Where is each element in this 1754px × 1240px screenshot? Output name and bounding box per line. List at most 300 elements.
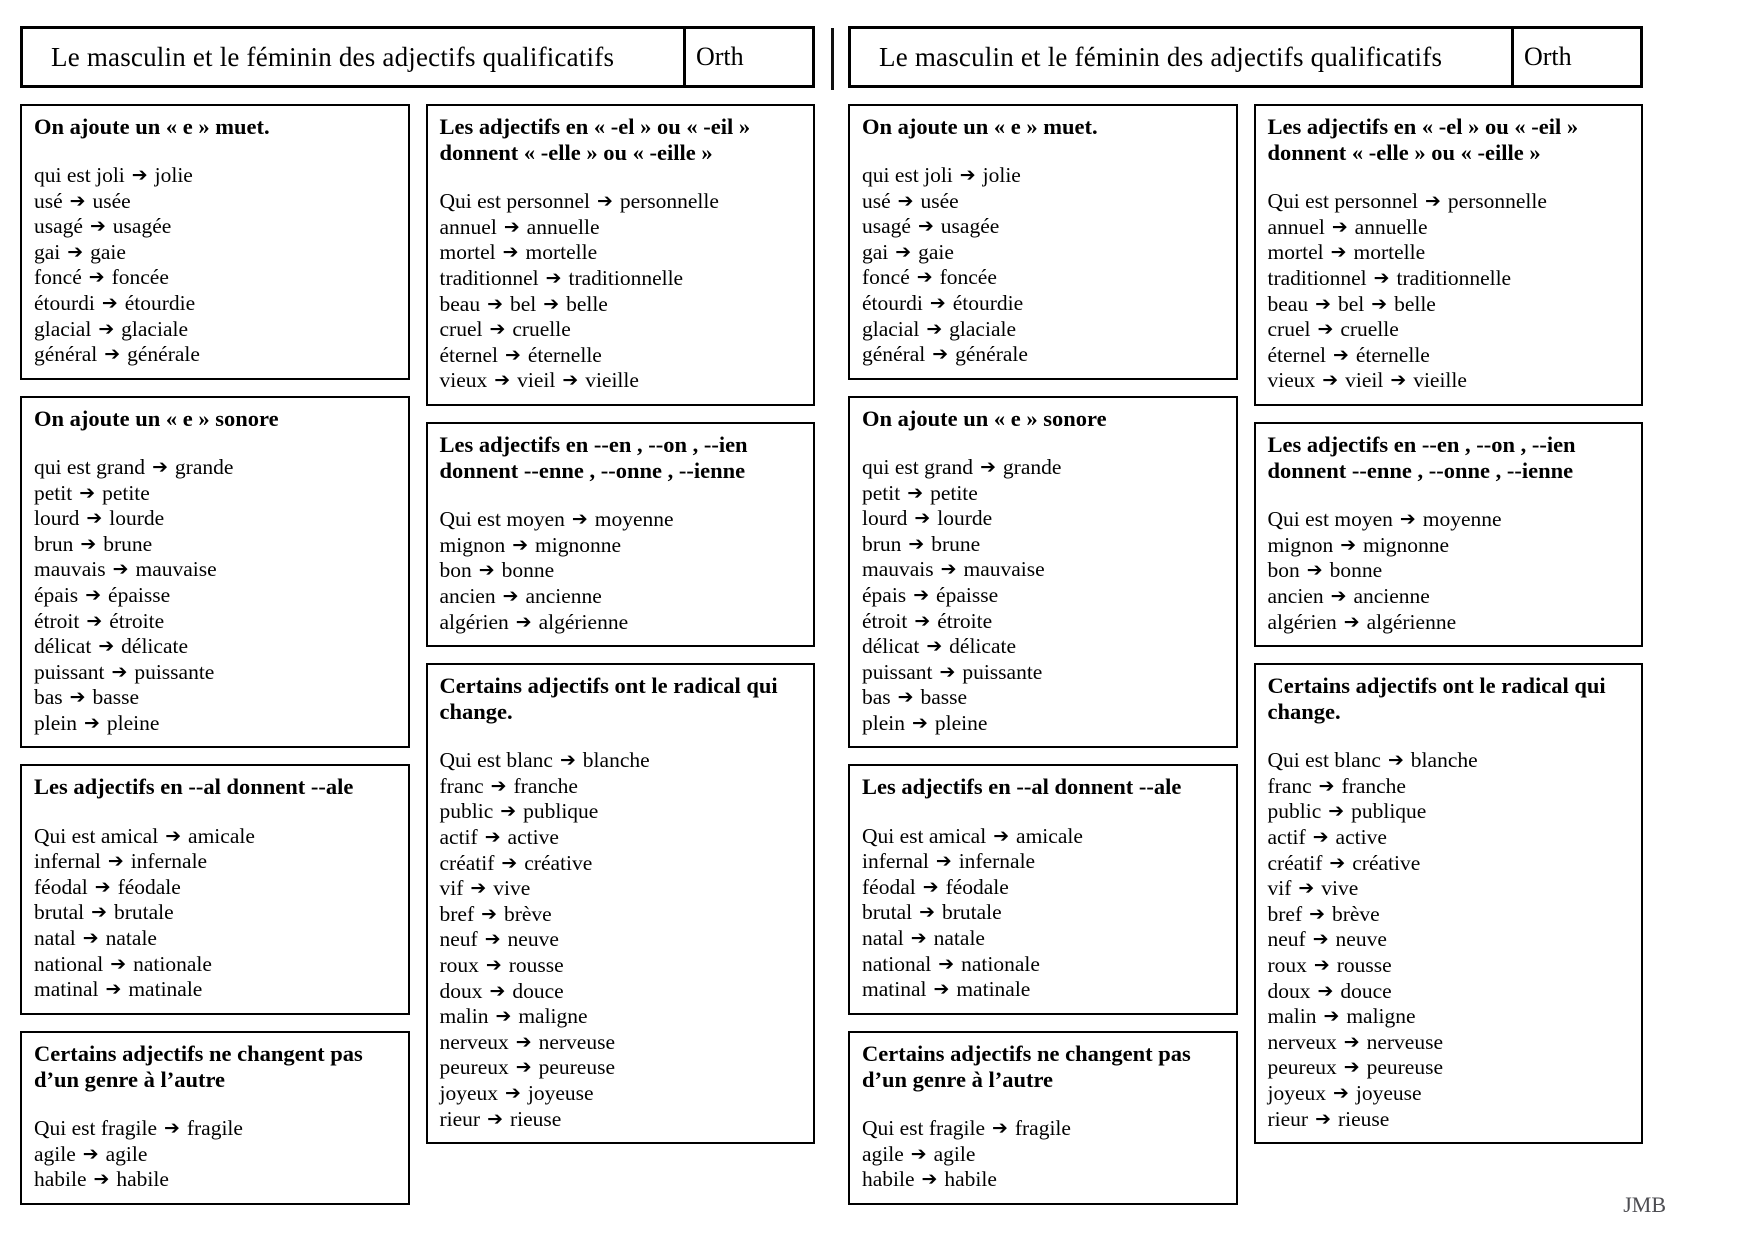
- adjective-feminine: nationale: [961, 951, 1040, 976]
- adjective-masculine: épais: [862, 582, 907, 607]
- adjective-feminine: moyenne: [1422, 507, 1502, 532]
- adjective-pair: [440, 902, 804, 928]
- arrow-right-icon: ➔: [933, 978, 950, 1001]
- arrow-right-icon: ➔: [105, 978, 122, 1001]
- rule-columns: [848, 104, 1643, 1221]
- adjective-masculine: épais: [34, 582, 79, 607]
- adjective-pair: [862, 977, 1226, 1003]
- adjective-feminine: infernale: [958, 849, 1036, 874]
- adjective-feminine: habile: [944, 1167, 997, 1192]
- arrow-right-icon: ➔: [101, 292, 118, 315]
- adjective-pair: [1268, 266, 1632, 292]
- adjective-masculine: étourdi: [34, 291, 95, 316]
- adjective-feminine: rieuse: [1337, 1106, 1390, 1131]
- adjective-feminine: brève: [503, 901, 552, 926]
- adjective-feminine: mignonne: [1363, 532, 1450, 557]
- arrow-right-icon: ➔: [487, 1107, 503, 1130]
- adjective-pair: [862, 214, 1226, 240]
- adjective-pair: [440, 266, 804, 292]
- adjective-feminine: publique: [523, 799, 599, 824]
- adjective-pair: [440, 748, 804, 774]
- adjective-masculine: neuf: [439, 927, 478, 952]
- arrow-right-icon: ➔: [495, 1005, 512, 1028]
- adjective-pair: [34, 506, 398, 532]
- adjective-masculine: usé: [862, 188, 891, 213]
- adjective-masculine: brutal: [34, 900, 85, 925]
- arrow-right-icon: ➔: [1317, 318, 1334, 341]
- arrow-right-icon: ➔: [910, 1142, 927, 1165]
- adjective-masculine: beau: [1267, 291, 1309, 316]
- adjective-pair: [34, 1167, 398, 1193]
- adjective-pair: [862, 455, 1226, 481]
- rule-heading: On ajoute un « e » muet.: [34, 114, 270, 139]
- adjective-masculine: mauvais: [34, 557, 106, 582]
- adjective-masculine: gai: [862, 239, 889, 264]
- adjective-masculine: vieux: [1267, 368, 1316, 393]
- adjective-masculine: mortel: [439, 240, 496, 265]
- adjective-feminine: publique: [1351, 799, 1427, 824]
- adjective-pair: [440, 584, 804, 610]
- arrow-right-icon: ➔: [1343, 610, 1360, 633]
- adjective-masculine: étourdi: [862, 291, 923, 316]
- adjective-masculine: traditionnel: [439, 265, 539, 290]
- adjective-pair: [1268, 825, 1632, 851]
- arrow-right-icon: ➔: [69, 686, 86, 709]
- adjective-pair: [1268, 533, 1632, 559]
- adjective-pair: [862, 583, 1226, 609]
- adjective-masculine: foncé: [34, 265, 82, 290]
- adjective-masculine: brun: [862, 531, 902, 556]
- adjective-pair: [34, 685, 398, 711]
- adjective-feminine: maligne: [518, 1004, 588, 1029]
- adjective-feminine: brune: [103, 531, 153, 556]
- adjective-pair: [1268, 215, 1632, 241]
- adjective-pair: [440, 825, 804, 851]
- adjective-pair: [34, 900, 398, 926]
- arrow-right-icon: ➔: [489, 318, 506, 341]
- arrow-right-icon: ➔: [1322, 369, 1339, 392]
- adjective-pair: [862, 824, 1226, 850]
- adjective-pair: [1268, 953, 1632, 979]
- adjective-masculine: glacial: [34, 316, 92, 341]
- adjective-pair: [34, 609, 398, 635]
- rule-box: [426, 422, 816, 647]
- adjective-pair: [34, 317, 398, 343]
- adjective-pair: [862, 557, 1226, 583]
- adjective-pair: [862, 849, 1226, 875]
- arrow-right-icon: ➔: [501, 851, 518, 874]
- adjective-masculine: natal: [34, 925, 76, 950]
- adjective-masculine: brun: [34, 531, 74, 556]
- adjective-pair: [34, 532, 398, 558]
- adjective-pair: [1268, 1004, 1632, 1030]
- adjective-masculine: national: [862, 951, 932, 976]
- arrow-right-icon: ➔: [478, 559, 495, 582]
- subject-tag: Orth: [1511, 29, 1640, 85]
- adjective-masculine: public: [1267, 799, 1322, 824]
- arrow-right-icon: ➔: [131, 164, 148, 187]
- arrow-right-icon: ➔: [489, 979, 506, 1002]
- adjective-feminine: annuelle: [1354, 214, 1428, 239]
- adjective-pair: [862, 1116, 1226, 1142]
- adjective-feminine: ancienne: [1353, 583, 1430, 608]
- adjective-masculine: actif: [1267, 825, 1306, 850]
- adjective-masculine: puissant: [862, 659, 933, 684]
- arrow-right-icon: ➔: [1330, 584, 1347, 607]
- adjective-feminine: bel: [509, 291, 537, 316]
- adjective-feminine: joyeuse: [1355, 1081, 1422, 1105]
- arrow-right-icon: ➔: [1329, 851, 1346, 874]
- adjective-feminine: basse: [92, 685, 140, 710]
- arrow-right-icon: ➔: [98, 635, 115, 658]
- adjective-pair: [34, 1142, 398, 1168]
- adjective-masculine: créatif: [439, 850, 495, 875]
- adjective-feminine: traditionnelle: [568, 265, 684, 290]
- adjective-masculine: délicat: [862, 634, 920, 659]
- adjective-feminine: peureuse: [538, 1055, 615, 1080]
- rule-box: [1254, 422, 1644, 647]
- adjective-feminine: délicate: [949, 634, 1016, 659]
- adjective-pair: [34, 214, 398, 240]
- subject-tag: Orth: [683, 29, 812, 85]
- adjective-pair: [862, 609, 1226, 635]
- arrow-right-icon: ➔: [1312, 928, 1329, 951]
- adjective-feminine: mignonne: [535, 532, 622, 557]
- arrow-right-icon: ➔: [69, 189, 86, 212]
- adjective-pair: [34, 240, 398, 266]
- adjective-pair: [862, 317, 1226, 343]
- arrow-right-icon: ➔: [1323, 1005, 1340, 1028]
- adjective-feminine: bonne: [1329, 558, 1383, 583]
- arrow-right-icon: ➔: [1387, 749, 1404, 772]
- adjective-pair: [34, 952, 398, 978]
- adjective-masculine: Qui est moyen: [439, 507, 565, 532]
- adjective-masculine: foncé: [862, 265, 910, 290]
- adjective-masculine: féodal: [34, 874, 88, 899]
- adjective-feminine: bonne: [501, 558, 555, 583]
- adjective-pair: [862, 900, 1226, 926]
- arrow-right-icon: ➔: [515, 1030, 532, 1053]
- adjective-feminine: matinale: [128, 977, 203, 1002]
- adjective-masculine: infernal: [34, 849, 101, 874]
- adjective-feminine: agile: [105, 1141, 148, 1166]
- adjective-pair: [1268, 1030, 1632, 1056]
- adjective-masculine: national: [34, 951, 104, 976]
- adjective-pair: [862, 506, 1226, 532]
- adjective-pair: [440, 533, 804, 559]
- rule-box: [20, 764, 410, 1014]
- rule-heading: Les adjectifs en --en , --on , --ien donnent --enne , --onne , --ienne: [1267, 431, 1576, 484]
- arrow-right-icon: ➔: [1315, 1107, 1331, 1130]
- adjective-feminine: bel: [1337, 291, 1365, 316]
- adjective-feminine: féodale: [945, 874, 1009, 899]
- adjective-pair: [440, 1055, 804, 1081]
- adjective-feminine: éternelle: [1355, 342, 1430, 367]
- adjective-feminine: vieille: [1413, 368, 1467, 393]
- adjective-masculine: Qui est amical: [34, 823, 159, 848]
- adjective-masculine: roux: [439, 953, 479, 978]
- adjective-pair: [862, 1142, 1226, 1168]
- adjective-masculine: usagé: [862, 214, 911, 239]
- arrow-right-icon: ➔: [500, 800, 517, 823]
- arrow-right-icon: ➔: [1306, 559, 1323, 582]
- rule-box: [1254, 104, 1644, 406]
- adjective-masculine: petit: [34, 480, 73, 505]
- adjective-feminine: générale: [127, 342, 200, 367]
- rule-box: [426, 104, 816, 406]
- adjective-masculine: agile: [862, 1141, 904, 1166]
- adjective-feminine: pleine: [106, 710, 160, 735]
- adjective-masculine: habile: [862, 1167, 915, 1192]
- adjective-pair: [34, 265, 398, 291]
- arrow-right-icon: ➔: [980, 455, 996, 478]
- adjective-masculine: mortel: [1267, 240, 1324, 265]
- adjective-masculine: mignon: [439, 532, 506, 557]
- adjective-feminine: lourde: [109, 506, 165, 531]
- adjective-pair: [440, 558, 804, 584]
- arrow-right-icon: ➔: [1298, 877, 1315, 900]
- arrow-right-icon: ➔: [107, 850, 124, 873]
- adjective-pair: [1268, 343, 1632, 369]
- adjective-pair: [440, 507, 804, 533]
- adjective-masculine: agile: [34, 1141, 76, 1166]
- adjective-masculine: qui est grand: [862, 454, 974, 479]
- arrow-right-icon: ➔: [503, 215, 520, 238]
- adjective-pair: [1268, 748, 1632, 774]
- adjective-masculine: roux: [1267, 953, 1307, 978]
- adjective-feminine: mortelle: [1353, 240, 1426, 265]
- adjective-feminine: rousse: [508, 953, 564, 978]
- arrow-right-icon: ➔: [85, 583, 102, 606]
- adjective-masculine: algérien: [439, 609, 509, 634]
- arrow-right-icon: ➔: [910, 926, 927, 949]
- arrow-right-icon: ➔: [67, 240, 84, 263]
- arrow-right-icon: ➔: [959, 164, 976, 187]
- arrow-right-icon: ➔: [1424, 190, 1441, 213]
- adjective-pair: [440, 1030, 804, 1056]
- arrow-right-icon: ➔: [559, 749, 576, 772]
- adjective-feminine: neuve: [1335, 927, 1387, 952]
- arrow-right-icon: ➔: [86, 609, 103, 632]
- adjective-feminine: glaciale: [949, 316, 1016, 341]
- arrow-right-icon: ➔: [485, 954, 502, 977]
- adjective-masculine: Qui est fragile: [862, 1115, 985, 1140]
- adjective-feminine: étroite: [109, 608, 165, 633]
- adjective-feminine: épaisse: [108, 582, 171, 607]
- adjective-feminine: franche: [1341, 773, 1406, 798]
- adjective-pair: [862, 265, 1226, 291]
- adjective-feminine: fragile: [1014, 1115, 1071, 1140]
- adjective-pair: [440, 851, 804, 877]
- arrow-right-icon: ➔: [897, 686, 914, 709]
- rule-heading: Certains adjectifs ont le radical qui change.: [439, 673, 778, 725]
- arrow-right-icon: ➔: [94, 875, 111, 898]
- adjective-feminine: grande: [174, 454, 234, 479]
- sheet-title: Le masculin et le féminin des adjectifs qualificatifs: [879, 41, 1443, 72]
- adjective-feminine: vieil: [1345, 368, 1384, 393]
- adjective-feminine: personnelle: [619, 189, 719, 214]
- rule-heading: Les adjectifs en --al donnent --ale: [862, 774, 1182, 800]
- rule-heading: On ajoute un « e » muet.: [862, 114, 1098, 139]
- adjective-pair: [34, 1116, 398, 1142]
- adjective-feminine: gaie: [918, 239, 954, 264]
- adjective-pair: [440, 1081, 804, 1107]
- adjective-masculine: Qui est blanc: [1267, 748, 1381, 773]
- arrow-right-icon: ➔: [165, 824, 182, 847]
- arrow-right-icon: ➔: [912, 711, 928, 734]
- adjective-pair: [1268, 584, 1632, 610]
- arrow-right-icon: ➔: [112, 558, 129, 581]
- adjective-pair: [34, 977, 398, 1003]
- arrow-right-icon: ➔: [505, 343, 521, 366]
- adjective-pair: [1268, 610, 1632, 636]
- adjective-masculine: malin: [439, 1004, 489, 1029]
- arrow-right-icon: ➔: [82, 926, 99, 949]
- adjective-feminine: franche: [513, 773, 578, 798]
- adjective-pair: [34, 342, 398, 368]
- adjective-feminine: grande: [1002, 454, 1062, 479]
- adjective-masculine: général: [862, 342, 926, 367]
- arrow-right-icon: ➔: [914, 507, 931, 530]
- arrow-right-icon: ➔: [940, 558, 957, 581]
- adjective-pair: [1268, 799, 1632, 825]
- adjective-feminine: petite: [102, 480, 150, 505]
- arrow-right-icon: ➔: [484, 826, 501, 849]
- adjective-feminine: blanche: [1410, 748, 1478, 773]
- adjective-masculine: brutal: [862, 900, 913, 925]
- adjective-masculine: annuel: [1267, 214, 1325, 239]
- adjective-pair: [862, 875, 1226, 901]
- adjective-feminine: délicate: [121, 634, 188, 659]
- adjective-feminine: vieille: [585, 368, 639, 393]
- arrow-right-icon: ➔: [164, 1116, 180, 1139]
- adjective-feminine: féodale: [117, 874, 181, 899]
- adjective-pair: [440, 1107, 804, 1133]
- arrow-right-icon: ➔: [992, 1116, 1008, 1139]
- arrow-right-icon: ➔: [543, 292, 560, 315]
- adjective-pair: [440, 189, 804, 215]
- adjective-masculine: éternel: [439, 342, 498, 367]
- arrow-right-icon: ➔: [1328, 800, 1345, 823]
- rule-box: [20, 1031, 410, 1205]
- adjective-pair: [34, 660, 398, 686]
- adjective-masculine: ancien: [1267, 583, 1324, 608]
- adjective-pair: [862, 240, 1226, 266]
- adjective-masculine: lourd: [862, 506, 908, 531]
- adjective-masculine: Qui est blanc: [439, 748, 553, 773]
- adjective-feminine: agile: [933, 1141, 976, 1166]
- adjective-pair: [1268, 979, 1632, 1005]
- adjective-masculine: franc: [1267, 773, 1312, 798]
- adjective-feminine: basse: [920, 685, 968, 710]
- adjective-pair: [1268, 902, 1632, 928]
- arrow-right-icon: ➔: [1313, 954, 1330, 977]
- adjective-pair: [862, 481, 1226, 507]
- adjective-feminine: jolie: [982, 163, 1021, 188]
- adjective-masculine: doux: [439, 978, 483, 1003]
- arrow-right-icon: ➔: [926, 317, 943, 340]
- adjective-pair: [440, 368, 804, 394]
- arrow-right-icon: ➔: [502, 241, 519, 264]
- arrow-right-icon: ➔: [993, 824, 1010, 847]
- arrow-right-icon: ➔: [515, 1056, 532, 1079]
- adjective-pair: [862, 685, 1226, 711]
- adjective-feminine: douce: [1340, 978, 1392, 1003]
- arrow-right-icon: ➔: [80, 532, 97, 555]
- adjective-masculine: féodal: [862, 874, 916, 899]
- rule-column: [848, 104, 1238, 1221]
- adjective-masculine: beau: [439, 291, 481, 316]
- arrow-right-icon: ➔: [1312, 826, 1329, 849]
- arrow-right-icon: ➔: [926, 635, 943, 658]
- adjective-feminine: ancienne: [525, 583, 602, 608]
- adjective-pair: [862, 1167, 1226, 1193]
- rule-heading: Certains adjectifs ne changent pas d’un genre à l’autre: [34, 1040, 363, 1092]
- adjective-masculine: ancien: [439, 583, 496, 608]
- adjective-feminine: usagée: [940, 214, 1000, 239]
- adjective-masculine: bon: [439, 558, 472, 583]
- arrow-right-icon: ➔: [1333, 343, 1349, 366]
- adjective-masculine: algérien: [1267, 609, 1337, 634]
- adjective-pair: [1268, 507, 1632, 533]
- adjective-feminine: habile: [116, 1167, 169, 1192]
- adjective-masculine: général: [34, 342, 98, 367]
- adjective-feminine: annuelle: [526, 214, 600, 239]
- adjective-pair: [34, 291, 398, 317]
- adjective-masculine: mauvais: [862, 557, 934, 582]
- adjective-masculine: cruel: [439, 317, 483, 342]
- arrow-right-icon: ➔: [110, 952, 127, 975]
- adjective-feminine: algérienne: [1366, 609, 1457, 634]
- adjective-pair: [34, 583, 398, 609]
- adjective-pair: [34, 455, 398, 481]
- adjective-masculine: rieur: [439, 1106, 481, 1131]
- adjective-pair: [34, 634, 398, 660]
- arrow-right-icon: ➔: [93, 1168, 110, 1191]
- adjective-feminine: brutale: [114, 900, 174, 925]
- adjective-masculine: habile: [34, 1167, 87, 1192]
- adjective-feminine: éternelle: [527, 342, 602, 367]
- adjective-feminine: jolie: [154, 163, 193, 188]
- adjective-feminine: douce: [512, 978, 564, 1003]
- adjective-masculine: neuf: [1267, 927, 1306, 952]
- arrow-right-icon: ➔: [938, 952, 955, 975]
- adjective-feminine: vive: [1321, 876, 1359, 901]
- arrow-right-icon: ➔: [505, 1082, 521, 1104]
- adjective-feminine: blanche: [582, 748, 650, 773]
- arrow-right-icon: ➔: [1333, 1082, 1349, 1104]
- adjective-feminine: infernale: [130, 849, 208, 874]
- adjective-pair: [34, 824, 398, 850]
- adjective-masculine: éternel: [1267, 342, 1326, 367]
- arrow-right-icon: ➔: [1340, 533, 1357, 556]
- arrow-right-icon: ➔: [897, 189, 914, 212]
- rule-box: [1254, 663, 1644, 1144]
- adjective-feminine: joyeuse: [527, 1081, 594, 1105]
- arrow-right-icon: ➔: [104, 343, 121, 366]
- adjective-masculine: bon: [1267, 558, 1300, 583]
- adjective-feminine: mauvaise: [963, 557, 1045, 582]
- arrow-right-icon: ➔: [88, 266, 105, 289]
- adjective-masculine: joyeux: [439, 1081, 499, 1105]
- adjective-masculine: peureux: [439, 1055, 509, 1080]
- left-sheet: [20, 26, 815, 1221]
- rule-heading: Certains adjectifs ont le radical qui change.: [1267, 673, 1606, 725]
- adjective-feminine: active: [507, 825, 559, 850]
- rule-heading: Les adjectifs en --en , --on , --ien donnent --enne , --onne , --ienne: [439, 431, 748, 484]
- arrow-right-icon: ➔: [111, 660, 128, 683]
- adjective-masculine: infernal: [862, 849, 929, 874]
